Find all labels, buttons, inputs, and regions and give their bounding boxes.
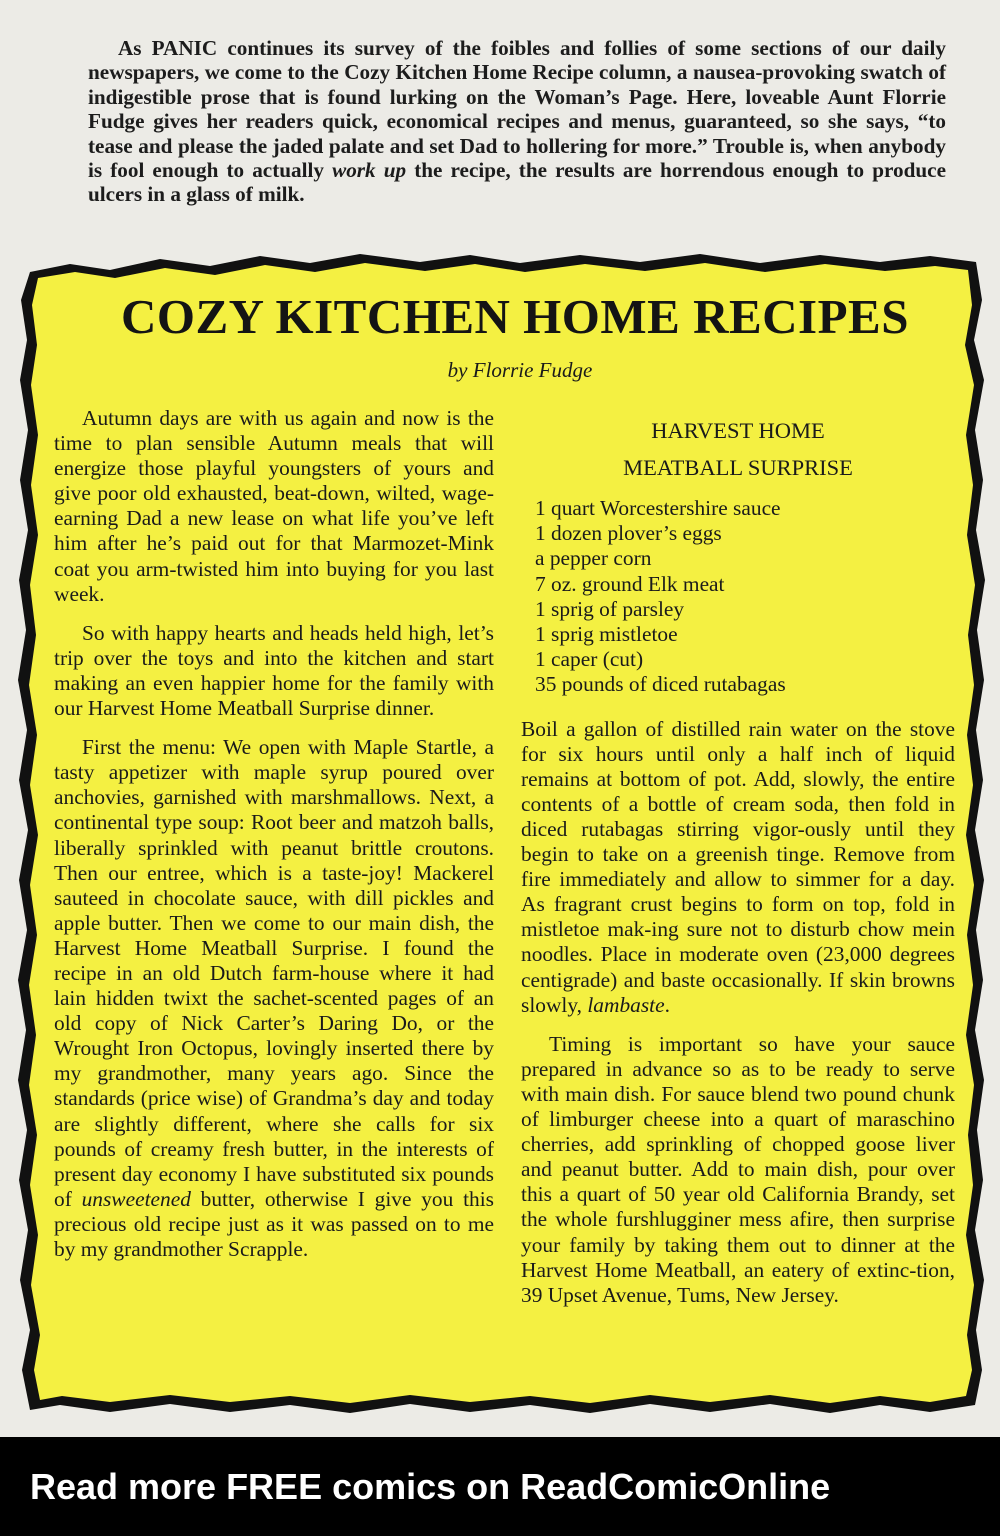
ingredient-item: 35 pounds of diced rutabagas bbox=[535, 672, 786, 697]
ingredient-list bbox=[535, 496, 955, 698]
directions-text-b: . bbox=[664, 992, 670, 1017]
paragraph-menu bbox=[54, 735, 494, 1262]
directions-text-italic: lambaste bbox=[587, 992, 665, 1017]
intro-text-italic: work up bbox=[332, 158, 407, 183]
paragraph-happy-hearts: So with happy hearts and heads held high, let’s trip over the toys and into the kitchen and start making an even happier home for the family with our Harvest Home Meatball Surprise dinner. bbox=[54, 620, 494, 721]
recipe-title-line-1: HARVEST HOME bbox=[651, 418, 825, 443]
menu-text-a: First the menu: We open with Maple Startle, a tasty appetizer with maple syrup poured over anchovies, garnished with marshmallows. Next, a continental type soup: Root beer and matzoh balls, liberally sprinkled with peanut brittle croutons. Then our entree, which is a taste-joy! Mackerel sauteed in chocolate sauce, with dill pickles and apple butter. Then we come to our main dish, the Harvest Home Meatball Surprise. I found the recipe in an old Dutch farm-house where it had lain hidden twixt the sachet-scented pages of an old copy of Nick Carter’s Daring Do, or the Wrought Iron Octopus, lovingly inserted there by my grandmother, many years ago. Since the standards (price wise) of Grandma’s day and today are slightly different, where she calls for six pounds of creamy fresh butter, in the interests of present day economy I have substituted six pounds of bbox=[54, 735, 494, 1211]
directions-text-a: Boil a gallon of distilled rain water on the stove for six hours until only a half inch of liquid remains at bottom of pot. Add, slowly, the entire contents of a bottle of cream soda, then fold in diced rutabagas stirring vigor-ously until they begin to take on a greenish tinge. Remove from fire immediately and allow to simmer for a day. As fragrant crust begins to form on top, fold in mistletoe mak-ing sure not to disturb chow mein noodles. Place in moderate oven (23,000 degrees centigrade) and baste occasionally. If skin browns slowly, bbox=[521, 716, 955, 1017]
intro-text-2: the recipe, the results are horrendous enough to produce ulcers in a glass of milk. bbox=[88, 158, 946, 207]
right-column bbox=[521, 412, 955, 1322]
ingredient-item: 7 oz. ground Elk meat bbox=[535, 571, 725, 596]
paragraph-autumn: Autumn days are with us again and now is the time to plan sensible Autumn meals that will energize those playful youngsters of yours and give poor old exhausted, beat-down, wilted, wage-earning Dad a new lease on what life you’ve left him after he’s paid out for that Marmozet-Mink coat you arm-twisted him into buying for you last week. bbox=[54, 406, 494, 606]
recipe-title-line-2: MEATBALL SURPRISE bbox=[623, 455, 853, 480]
column-title: COZY KITCHEN HOME RECIPES bbox=[121, 289, 909, 344]
byline: by Florrie Fudge bbox=[447, 358, 593, 382]
ingredient-item: 1 dozen plover’s eggs bbox=[535, 521, 722, 546]
menu-text-b: butter, otherwise I give you this precious old recipe just as it was passed on to me by my grandmother Scrapple. bbox=[54, 1186, 494, 1261]
left-column bbox=[54, 406, 494, 1276]
footer-link-text[interactable]: Read more FREE comics on ReadComicOnline bbox=[30, 1466, 831, 1507]
paragraph-directions bbox=[521, 717, 955, 1018]
ingredient-item: 1 sprig of parsley bbox=[535, 596, 685, 621]
ingredient-item: 1 sprig mistletoe bbox=[535, 622, 678, 647]
footer-banner[interactable] bbox=[0, 1437, 1000, 1536]
menu-text-italic: unsweetened bbox=[81, 1186, 191, 1211]
recipe-title bbox=[521, 412, 955, 486]
intro-text-1: As PANIC continues its survey of the foibles and follies of some sections of our daily newspapers, we come to the Cozy Kitchen Home Recipe column, a nausea-provoking swatch of indigestible prose that is found lurking on the Woman’s Page. Here, loveable Aunt Florrie Fudge gives her readers quick, economical recipes and menus, guaranteed, so she says, “to tease and please the jaded palate and set Dad to hollering for more.” Trouble is, when anybody is fool enough to actually bbox=[88, 36, 946, 183]
ingredient-item: a pepper corn bbox=[535, 546, 652, 571]
paragraph-timing: Timing is important so have your sauce prepared in advance so as to be ready to serve with main dish. For sauce blend two pound chunk of limburger cheese into a quart of maraschino cherries, add sprinkling of chopped goose liver and peanut butter. Add to main dish, pour over this a quart of 50 year old California Brandy, set the whole furshlugginer mess afire, then surprise your family by taking them out to dinner at the Harvest Home Meatball, an eatery of extinc-tion, 39 Upset Avenue, Tums, New Jersey. bbox=[521, 1031, 955, 1307]
ingredient-item: 1 quart Worcestershire sauce bbox=[535, 496, 781, 520]
ingredient-item: 1 caper (cut) bbox=[535, 647, 644, 672]
